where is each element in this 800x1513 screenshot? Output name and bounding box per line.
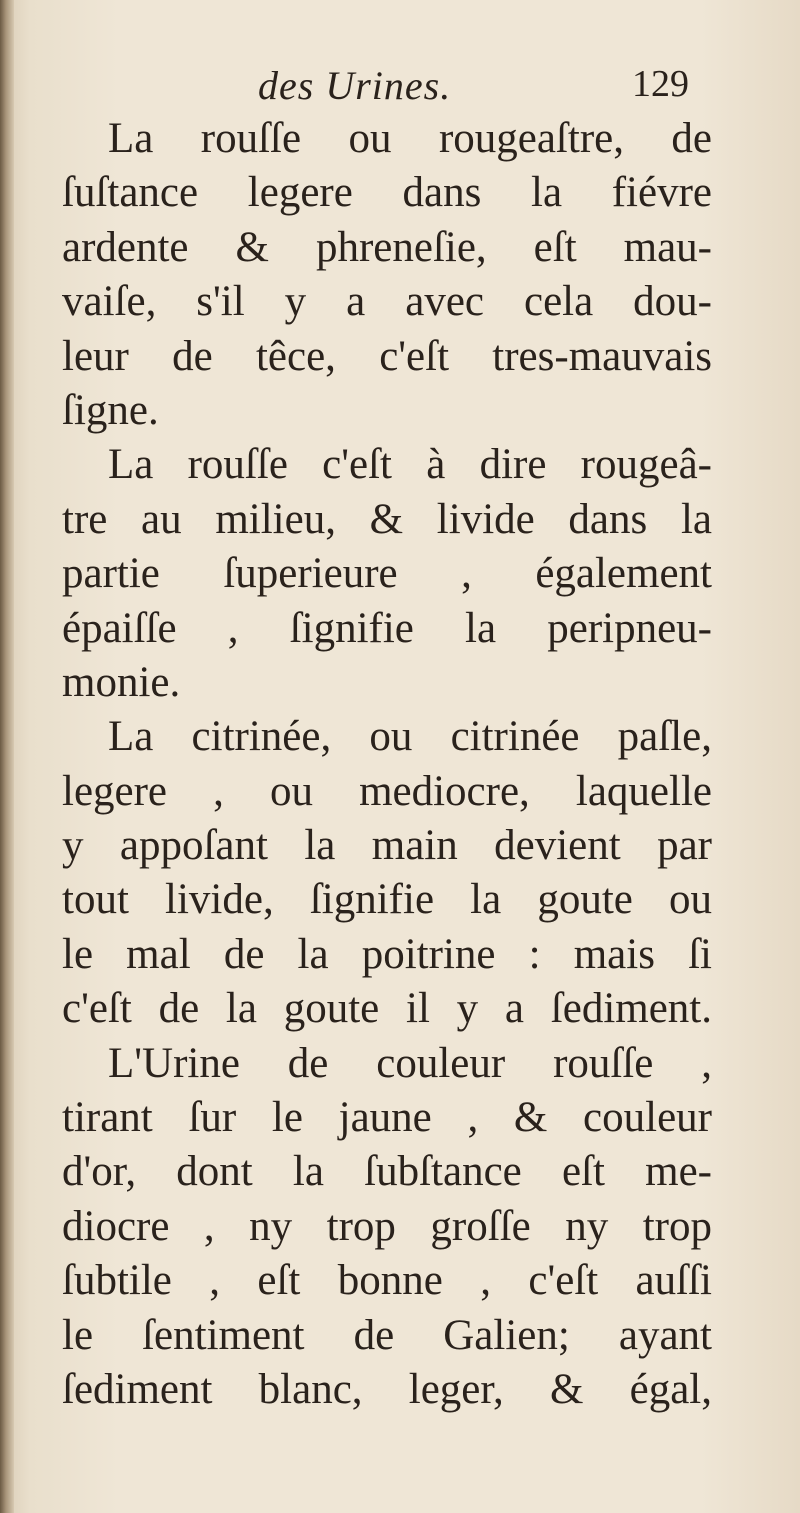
text-line: tre au milieu, & livide dans la — [62, 495, 712, 543]
text-line: tirant ſur le jaune , & couleur — [62, 1094, 712, 1142]
body-text — [62, 112, 712, 1417]
text-line: tout livide, ſignifie la goute ou — [62, 876, 712, 924]
text-line: épaiſſe , ſignifie la peripneu- — [62, 604, 712, 652]
text-line: legere , ou mediocre, laquelle — [62, 767, 712, 815]
text-line: L'Urine de couleur rouſſe , — [108, 1039, 712, 1087]
text-line: ardente & phreneſie, eſt mau- — [62, 223, 712, 271]
page-number: 129 — [632, 63, 689, 105]
text-line: d'or, dont la ſubſtance eſt me- — [62, 1148, 712, 1196]
text-line: La rouſſe ou rougeaſtre, de — [108, 115, 712, 162]
text-line: le ſentiment de Galien; ayant — [62, 1311, 712, 1359]
text-line: ſuſtance legere dans la fiévre — [62, 169, 712, 217]
text-line: le mal de la poitrine : mais ſi — [62, 930, 712, 978]
text-line: La citrinée, ou citrinée paſle, — [108, 713, 712, 761]
text-line: La rouſſe c'eſt à dire rougeâ- — [108, 441, 712, 489]
text-line: partie ſuperieure , également — [62, 550, 712, 598]
text-line: c'eſt de la goute il y a ſediment. — [62, 985, 712, 1033]
page-gutter — [0, 0, 14, 1513]
text-line: vaiſe, s'il y a avec cela dou- — [62, 278, 712, 326]
text-line: ſigne. — [62, 386, 159, 434]
text-line: leur de têce, c'eſt tres-mauvais — [62, 332, 712, 380]
text-line: y appoſant la main devient par — [62, 822, 712, 870]
text-line: ſubtile , eſt bonne , c'eſt auſſi — [62, 1257, 712, 1305]
running-head — [0, 62, 800, 112]
running-title: des Urines. — [258, 63, 452, 108]
text-line: monie. — [62, 658, 181, 706]
text-line: ſediment blanc, leger, & égal, — [62, 1365, 712, 1413]
text-line: diocre , ny trop groſſe ny trop — [62, 1202, 712, 1250]
